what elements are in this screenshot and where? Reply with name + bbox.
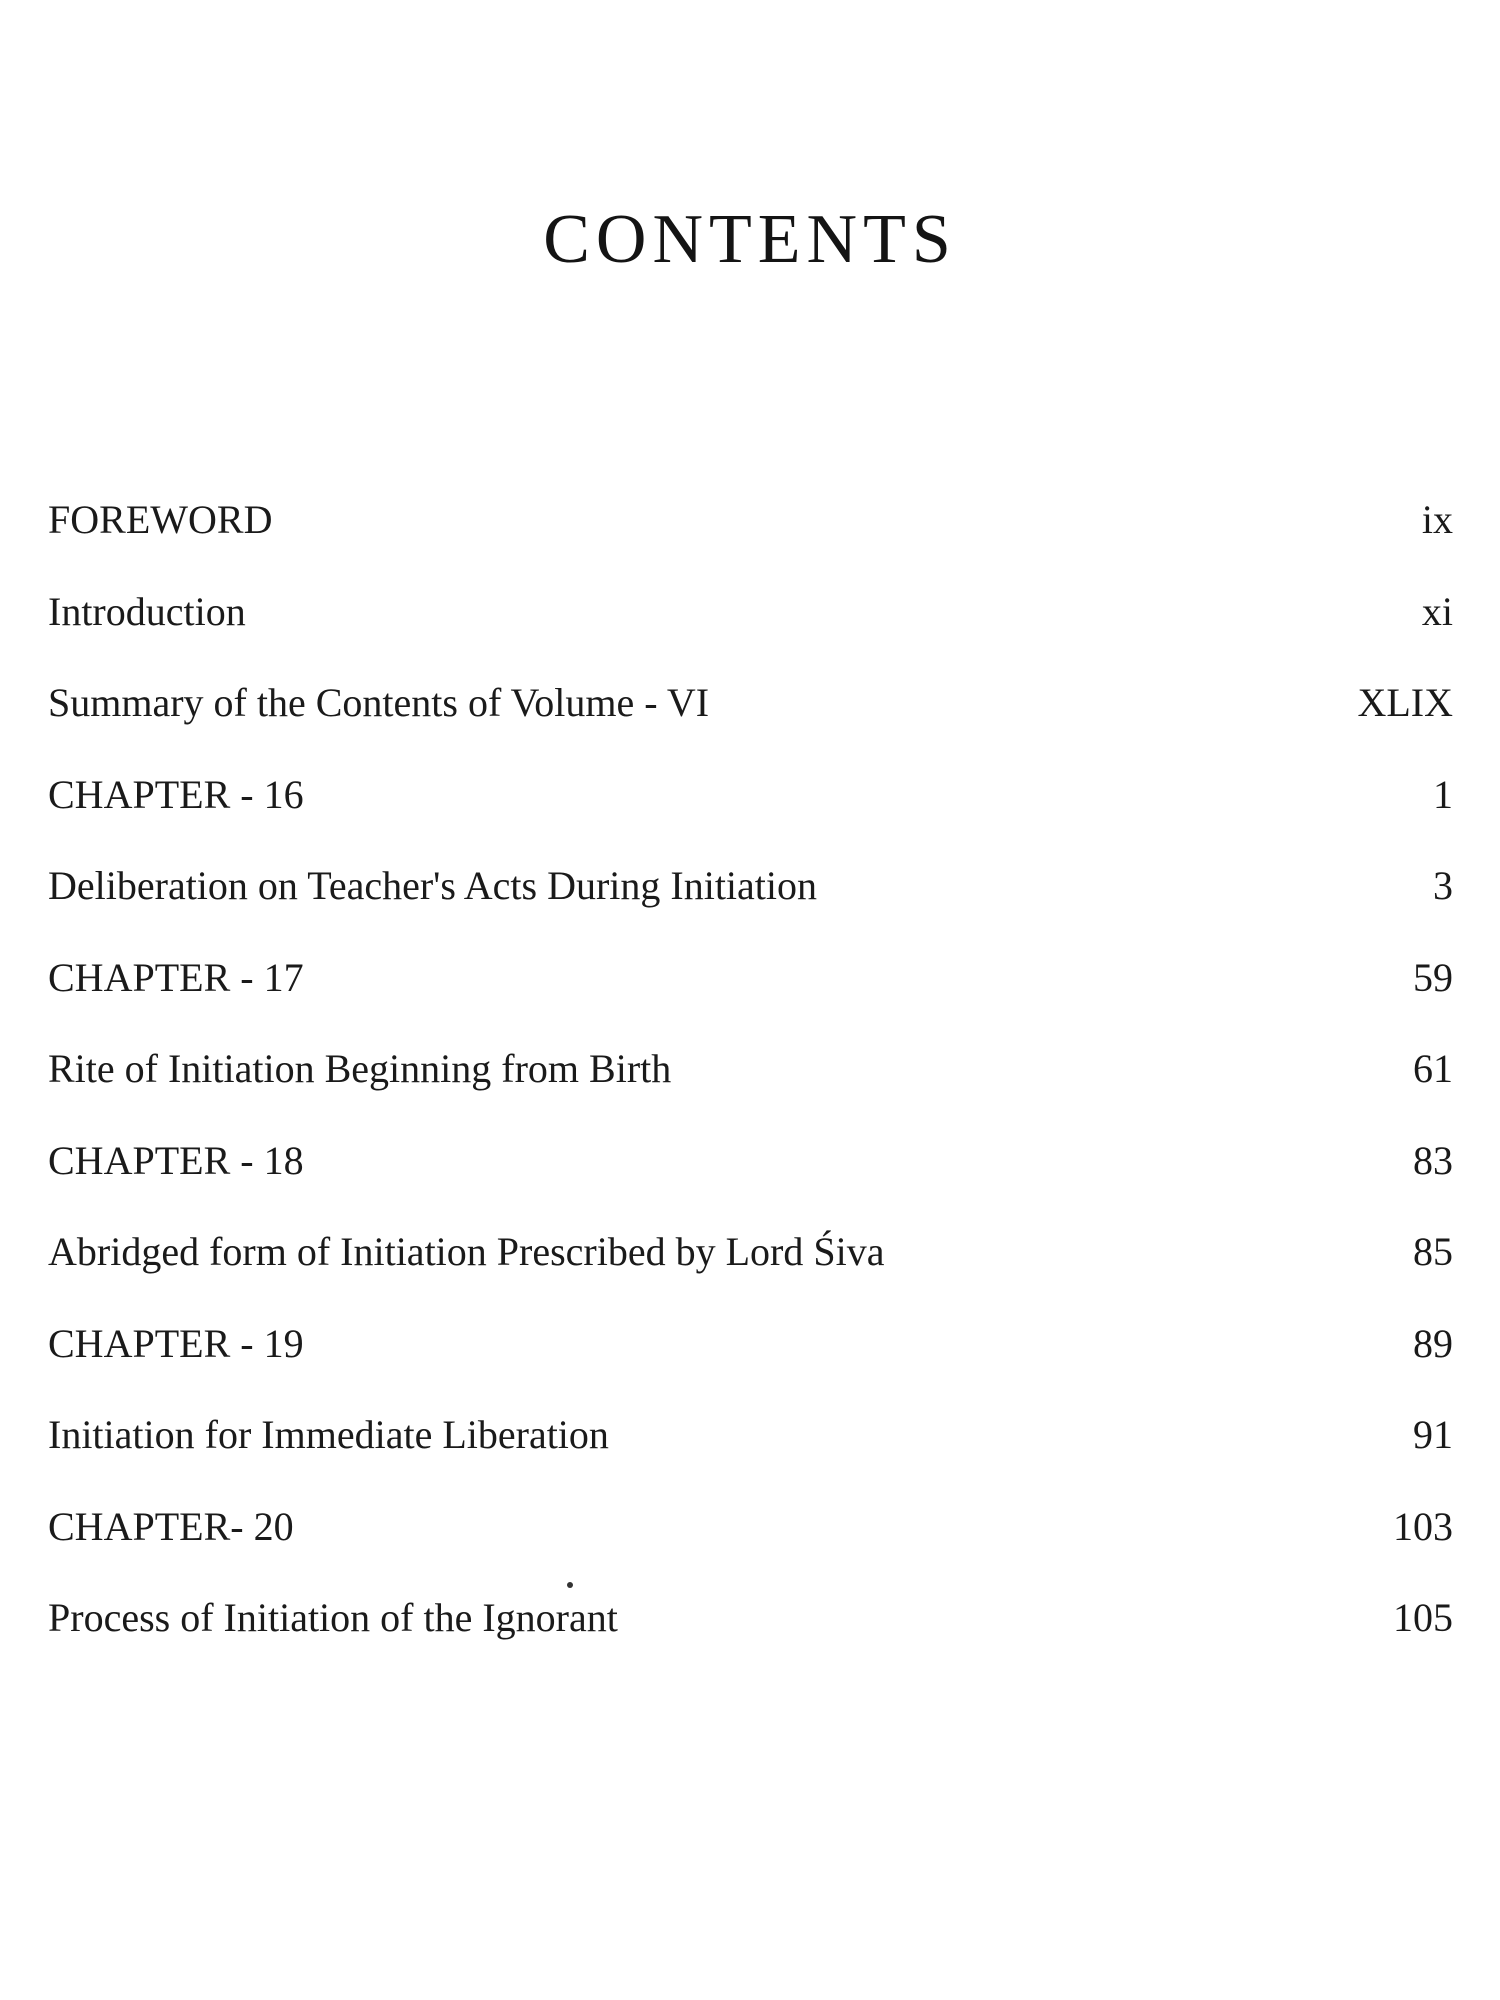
toc-entry-label: Abridged form of Initiation Prescribed by Lord Śiva [48, 1229, 885, 1274]
toc-entry-label: CHAPTER - 16 [48, 771, 304, 817]
toc-entry-label: Deliberation on Teacher's Acts During Initiation [48, 863, 818, 908]
page-title: CONTENTS [543, 201, 957, 278]
toc-entry-foreword [48, 497, 1453, 592]
toc-entry-introduction [48, 588, 1453, 684]
toc-entry-page: 3 [1433, 863, 1453, 908]
toc-entry-page: 91 [1413, 1412, 1453, 1457]
toc-entry-summary [48, 680, 1453, 775]
toc-entry-chapter-20-title [48, 1595, 1453, 1690]
toc-entry-page: 61 [1413, 1046, 1453, 1091]
toc-entry-page: 59 [1413, 954, 1453, 1000]
toc-entry-page: 85 [1413, 1229, 1453, 1274]
toc-entry-label: CHAPTER - 19 [48, 1320, 304, 1366]
toc-entry-label: Initiation for Immediate Liberation [48, 1412, 609, 1457]
toc-entry-chapter-16 [48, 771, 1453, 867]
toc-entry-label: Process of Initiation of the Ignorant [48, 1595, 618, 1640]
toc-entry-chapter-17-title [48, 1046, 1453, 1141]
toc-entry-label: CHAPTER - 18 [48, 1137, 304, 1183]
toc-entry-page: ix [1421, 497, 1453, 542]
toc-entry-chapter-18-title [48, 1229, 1453, 1324]
toc-entry-label: CHAPTER - 17 [48, 954, 304, 1000]
toc-entry-page: 89 [1413, 1320, 1453, 1366]
toc-entry-label: Summary of the Contents of Volume - VI [48, 680, 710, 725]
toc-entry-label: FOREWORD [48, 497, 273, 542]
toc-entry-page: 103 [1393, 1503, 1453, 1549]
toc-entry-label: Introduction [48, 588, 246, 634]
toc-entry-page: 105 [1393, 1595, 1453, 1640]
toc-entry-chapter-19-title [48, 1412, 1453, 1507]
toc-entry-chapter-17 [48, 954, 1453, 1050]
stray-print-dot [567, 1582, 573, 1588]
toc-entry-page: 1 [1433, 771, 1453, 817]
toc-entry-page: xi [1421, 588, 1453, 634]
toc-entry-page: 83 [1413, 1137, 1453, 1183]
toc-entry-page: XLIX [1357, 680, 1453, 725]
toc-entry-chapter-16-title [48, 863, 1453, 958]
toc-entry-label: Rite of Initiation Beginning from Birth [48, 1046, 672, 1091]
toc-entry-chapter-20 [48, 1503, 1453, 1599]
toc-entry-label: CHAPTER- 20 [48, 1503, 294, 1549]
toc-entry-chapter-19 [48, 1320, 1453, 1416]
table-of-contents [48, 497, 1453, 1690]
toc-entry-chapter-18 [48, 1137, 1453, 1233]
